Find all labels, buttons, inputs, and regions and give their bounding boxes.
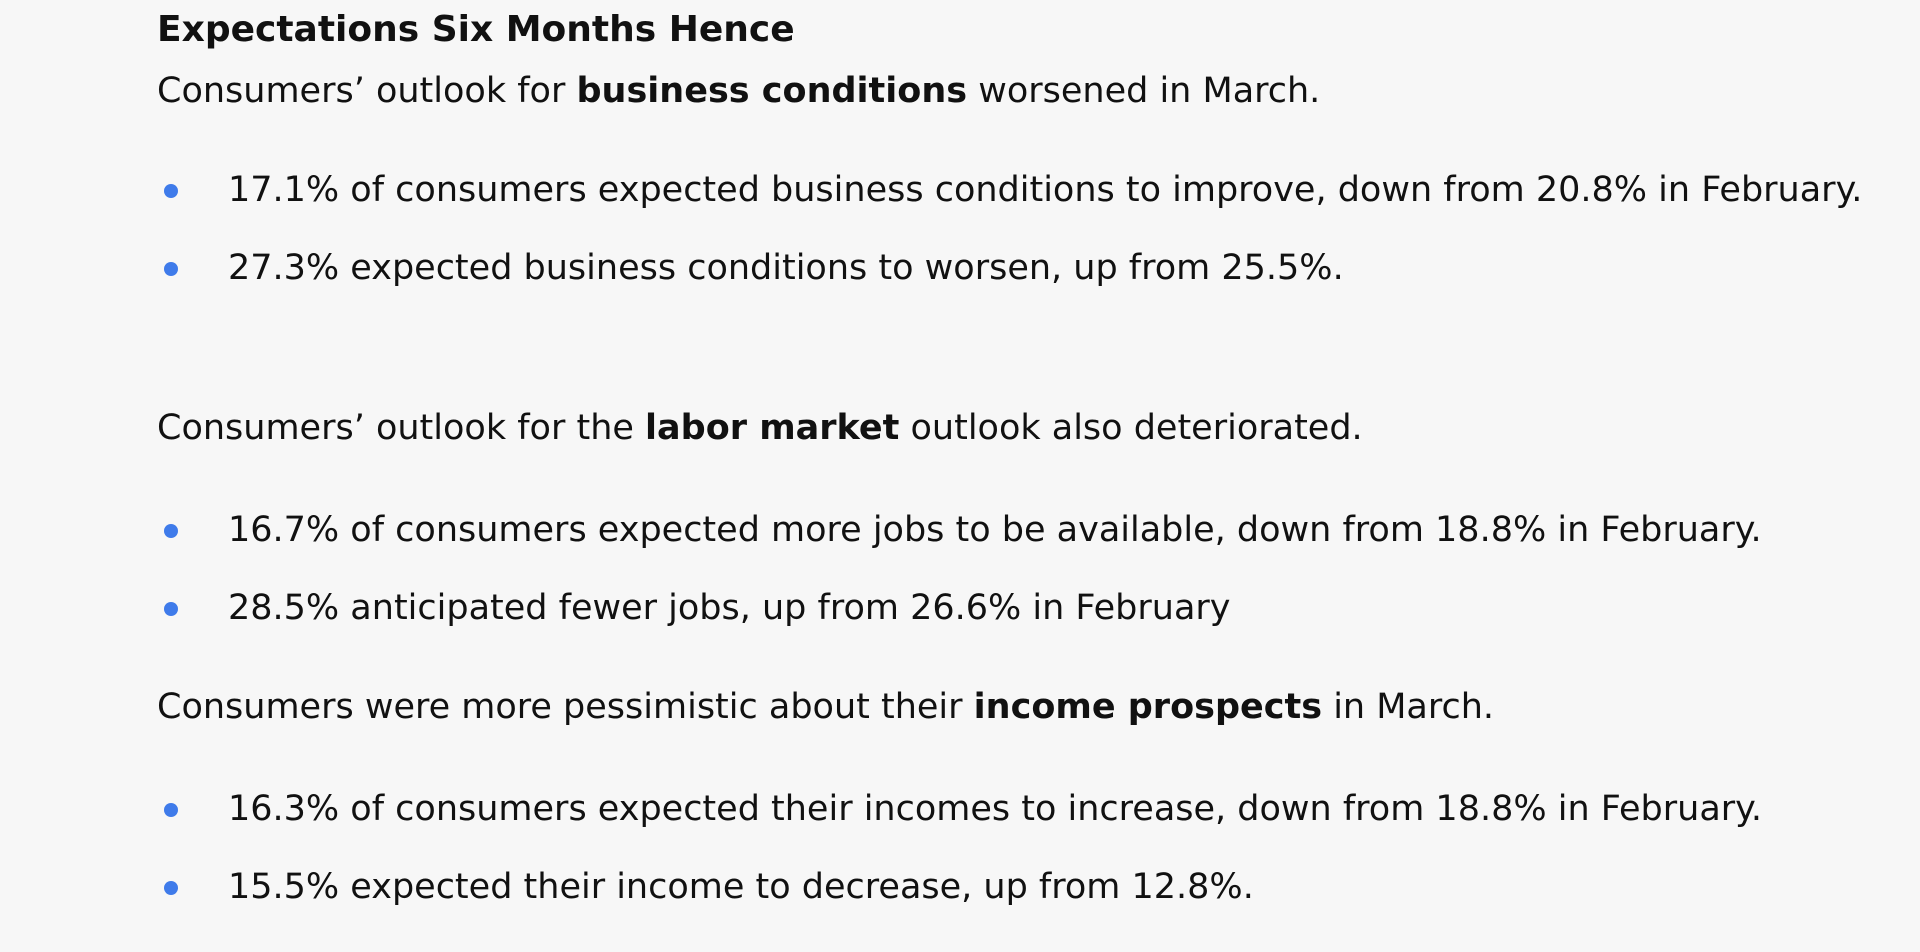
income-prospects-intro (157, 684, 1494, 730)
list-item-text: 27.3% expected business conditions to worsen, up from 25.5%. (228, 248, 1344, 288)
list-item (157, 160, 1897, 220)
intro-text: Consumers were more pessimistic about their (157, 687, 974, 727)
income-prospects-list (157, 779, 1897, 917)
list-item (157, 578, 1897, 638)
intro-text: worsened in March. (967, 71, 1321, 111)
bullet-icon (164, 602, 178, 616)
business-conditions-intro (157, 68, 1320, 114)
list-item-text: 16.7% of consumers expected more jobs to be available, down from 18.8% in February. (228, 510, 1762, 550)
list-item-text: 17.1% of consumers expected business conditions to improve, down from 20.8% in February. (228, 170, 1863, 210)
intro-text: Consumers’ outlook for (157, 71, 577, 111)
bullet-icon (164, 184, 178, 198)
intro-text: Consumers’ outlook for the (157, 408, 646, 448)
intro-text: in March. (1322, 687, 1495, 727)
intro-keyword: income prospects (973, 687, 1323, 727)
bullet-icon (164, 881, 178, 895)
intro-keyword: labor market (645, 408, 900, 448)
bullet-icon (164, 262, 178, 276)
list-item (157, 779, 1897, 839)
list-item-text: 15.5% expected their income to decrease, up from 12.8%. (228, 867, 1254, 907)
labor-market-intro (157, 405, 1363, 451)
business-conditions-list (157, 160, 1897, 298)
bullet-icon (164, 524, 178, 538)
list-item-text: 16.3% of consumers expected their incomes to increase, down from 18.8% in February. (228, 789, 1763, 829)
list-item (157, 238, 1897, 298)
intro-text: outlook also deteriorated. (899, 408, 1363, 448)
list-item (157, 500, 1897, 560)
list-item-text: 28.5% anticipated fewer jobs, up from 26.6% in February (228, 588, 1231, 628)
intro-keyword: business conditions (576, 71, 968, 111)
section-heading: Expectations Six Months Hence (157, 9, 795, 50)
bullet-icon (164, 803, 178, 817)
list-item (157, 857, 1897, 917)
labor-market-list (157, 500, 1897, 638)
